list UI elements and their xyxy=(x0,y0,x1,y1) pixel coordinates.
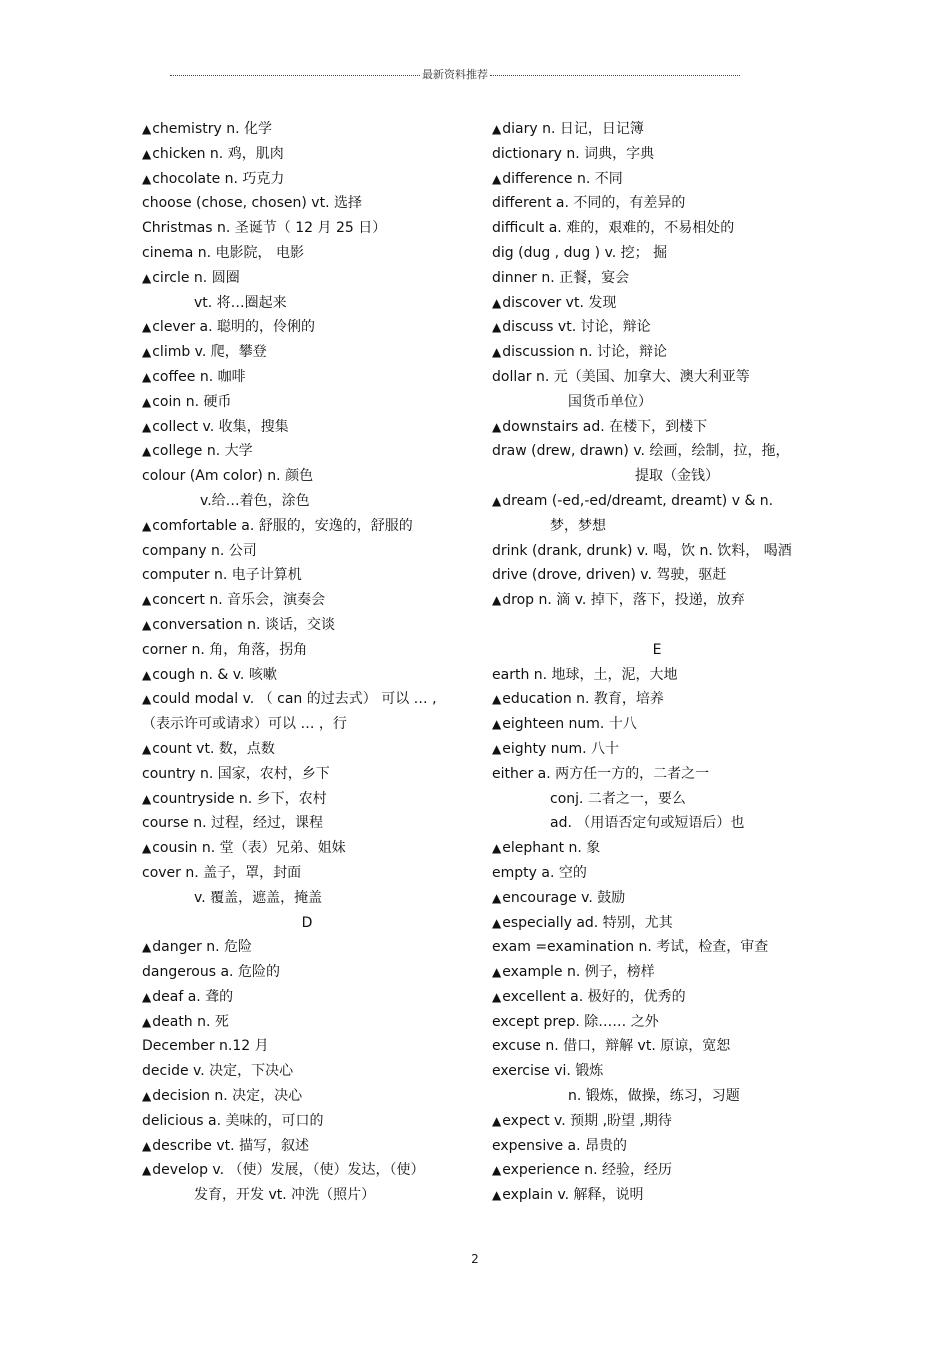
triangle-marker-icon: ▲ xyxy=(492,1113,502,1128)
vocab-entry xyxy=(142,291,472,316)
vocab-entry-text: collect v. 收集，搜集 xyxy=(152,418,289,435)
vocab-entry-text: 梦，梦想 xyxy=(550,517,606,534)
triangle-marker-icon: ▲ xyxy=(142,989,152,1004)
triangle-marker-icon: ▲ xyxy=(142,1138,152,1153)
blank-line xyxy=(492,613,822,638)
vocab-entry xyxy=(142,142,472,167)
vocab-entry xyxy=(492,1109,822,1134)
triangle-marker-icon: ▲ xyxy=(142,1089,152,1104)
vocab-entry xyxy=(492,117,822,142)
vocab-entry xyxy=(492,787,822,812)
vocab-entry-text: chicken n. 鸡，肌肉 xyxy=(152,145,284,162)
vocab-entry-text: excuse n. 借口，辩解 vt. 原谅，宽恕 xyxy=(492,1038,731,1055)
vocab-entry-text: expect v. 预期 ,盼望 ,期待 xyxy=(502,1112,672,1129)
vocab-entry-text: v.给…着色，涂色 xyxy=(200,492,310,509)
vocab-entry-text: circle n. 圆圈 xyxy=(152,269,240,286)
vocab-entry xyxy=(142,489,472,514)
vocab-entry-text: experience n. 经验，经历 xyxy=(502,1162,673,1179)
vocab-entry-text: decide v. 决定，下决心 xyxy=(142,1063,294,1080)
vocab-entry xyxy=(492,1059,822,1084)
vocab-entry xyxy=(492,1183,822,1208)
vocab-entry xyxy=(492,142,822,167)
vocab-entry xyxy=(492,911,822,936)
vocab-entry-text: explain v. 解释，说明 xyxy=(502,1187,644,1204)
triangle-marker-icon: ▲ xyxy=(492,965,502,980)
vocab-entry-text: deaf a. 聋的 xyxy=(152,988,234,1005)
vocab-entry xyxy=(142,588,472,613)
triangle-marker-icon: ▲ xyxy=(492,320,502,335)
triangle-marker-icon: ▲ xyxy=(142,1014,152,1029)
vocab-entry xyxy=(492,291,822,316)
triangle-marker-icon: ▲ xyxy=(142,122,152,136)
vocab-entry-text: conj. 二者之一，要么 xyxy=(550,790,686,807)
vocab-entry xyxy=(142,415,472,440)
vocab-entry xyxy=(142,365,472,390)
vocab-entry-text: dinner n. 正餐，宴会 xyxy=(492,269,630,286)
vocab-entry xyxy=(492,390,822,415)
vocab-entry xyxy=(142,390,472,415)
vocab-entry-text: climb v. 爬，攀登 xyxy=(152,344,267,361)
vocab-entry xyxy=(492,836,822,861)
vocab-entry xyxy=(492,762,822,787)
vocab-entry-text: delicious a. 美味的，可口的 xyxy=(142,1112,324,1129)
vocab-entry-text: 国货币单位） xyxy=(568,393,652,410)
triangle-marker-icon: ▲ xyxy=(142,270,152,285)
triangle-marker-icon: ▲ xyxy=(142,940,152,955)
vocab-entry-text: course n. 过程，经过，课程 xyxy=(142,815,324,832)
vocab-entry-text: either a. 两方任一方的，二者之一 xyxy=(492,765,710,782)
vocab-entry xyxy=(492,663,822,688)
section-letter-text: D xyxy=(301,914,313,931)
vocab-entry-text: cover n. 盖子，罩，封面 xyxy=(142,864,302,881)
vocab-entry xyxy=(492,514,822,539)
vocab-entry-text: clever a. 聪明的，伶俐的 xyxy=(152,319,316,336)
triangle-marker-icon: ▲ xyxy=(142,369,152,384)
triangle-marker-icon: ▲ xyxy=(142,146,152,161)
vocab-entry xyxy=(142,167,472,192)
vocab-entry xyxy=(492,588,822,613)
vocab-entry-text: dream (-ed,-ed/dreamt, dreamt) v & n. xyxy=(502,492,774,509)
triangle-marker-icon: ▲ xyxy=(492,989,502,1004)
vocab-entry xyxy=(492,464,822,489)
vocab-entry xyxy=(142,960,472,985)
vocab-entry xyxy=(142,663,472,688)
vocab-entry-text: describe vt. 描写，叙述 xyxy=(152,1137,309,1154)
vocab-entry-text: especially ad. 特别，尤其 xyxy=(502,914,673,931)
vocab-entry-text: cough n. & v. 咳嗽 xyxy=(152,666,277,683)
vocab-entry xyxy=(142,1010,472,1035)
vocab-entry xyxy=(492,712,822,737)
triangle-marker-icon: ▲ xyxy=(492,295,502,310)
vocab-entry-text: cinema n. 电影院， 电影 xyxy=(142,244,304,261)
triangle-marker-icon: ▲ xyxy=(142,419,152,434)
vocab-entry-text: draw (drew, drawn) v. 绘画，绘制，拉，拖， xyxy=(492,443,790,460)
header-dots-right xyxy=(490,75,740,76)
vocab-entry xyxy=(492,1158,822,1183)
vocab-entry-text: diary n. 日记，日记簿 xyxy=(502,121,644,137)
vocab-entry-text: eighty num. 八十 xyxy=(502,740,620,757)
vocab-entry xyxy=(142,861,472,886)
triangle-marker-icon: ▲ xyxy=(492,1163,502,1178)
vocab-entry-text: country n. 国家，农村，乡下 xyxy=(142,765,330,782)
vocab-entry xyxy=(142,985,472,1010)
vocab-entry xyxy=(142,886,472,911)
vocab-entry xyxy=(142,241,472,266)
triangle-marker-icon: ▲ xyxy=(142,667,152,682)
vocab-entry-text: ad. （用语否定句或短语后）也 xyxy=(550,815,745,832)
vocab-entry-text: discuss vt. 讨论，辩论 xyxy=(502,319,651,336)
vocab-entry xyxy=(142,315,472,340)
vocab-entry-text: drop n. 滴 v. 掉下，落下，投递，放弃 xyxy=(502,592,745,609)
vocab-entry xyxy=(142,464,472,489)
vocab-entry-text: company n. 公司 xyxy=(142,542,257,559)
vocab-entry-text: develop v. （使）发展，（使）发达，（使） xyxy=(152,1162,425,1179)
triangle-marker-icon: ▲ xyxy=(492,692,502,707)
vocab-entry-text: dictionary n. 词典，字典 xyxy=(492,145,655,162)
vocab-entry xyxy=(142,762,472,787)
triangle-marker-icon: ▲ xyxy=(142,841,152,856)
section-letter xyxy=(492,638,822,663)
vocab-entry xyxy=(492,687,822,712)
triangle-marker-icon: ▲ xyxy=(142,692,152,707)
vocab-entry-text: example n. 例子，榜样 xyxy=(502,964,655,981)
vocab-entry-text: education n. 教育，培养 xyxy=(502,691,664,708)
vocab-entry-text: chemistry n. 化学 xyxy=(152,121,272,137)
vocab-entry xyxy=(492,985,822,1010)
vocab-entry xyxy=(142,1084,472,1109)
triangle-marker-icon: ▲ xyxy=(142,593,152,608)
vocab-entry-text: difference n. 不同 xyxy=(502,170,623,187)
vocab-entry xyxy=(142,216,472,241)
vocab-entry xyxy=(492,167,822,192)
vocab-entry xyxy=(142,712,472,737)
vocab-entry-text: drive (drove, driven) v. 驾驶，驱赶 xyxy=(492,567,727,584)
vocab-entry-text: n. 锻炼，做操，练习，习题 xyxy=(568,1088,740,1105)
vocab-entry xyxy=(492,241,822,266)
vocab-entry-text: computer n. 电子计算机 xyxy=(142,567,302,584)
vocab-entry-text: December n.12 月 xyxy=(142,1038,269,1055)
vocab-entry-text: v. 覆盖，遮盖，掩盖 xyxy=(194,889,323,906)
vocab-entry-text: count vt. 数，点数 xyxy=(152,740,275,757)
vocab-entry xyxy=(492,365,822,390)
triangle-marker-icon: ▲ xyxy=(142,394,152,409)
vocab-entry-text: eighteen num. 十八 xyxy=(502,716,637,733)
triangle-marker-icon: ▲ xyxy=(492,419,502,434)
vocab-entry xyxy=(492,340,822,365)
vocab-entry xyxy=(142,935,472,960)
vocab-entry-text: coin n. 硬币 xyxy=(152,393,232,410)
section-letter xyxy=(142,911,472,936)
vocab-entry-text: dangerous a. 危险的 xyxy=(142,964,280,981)
vocab-entry xyxy=(142,340,472,365)
vocab-entry xyxy=(492,539,822,564)
vocab-entry xyxy=(492,1084,822,1109)
vocab-entry-text: discussion n. 讨论，辩论 xyxy=(502,344,668,361)
vocab-entry-text: college n. 大学 xyxy=(152,443,253,460)
triangle-marker-icon: ▲ xyxy=(142,1163,152,1178)
triangle-marker-icon: ▲ xyxy=(142,741,152,756)
vocab-entry xyxy=(142,1034,472,1059)
vocab-entry-text: cousin n. 堂（表）兄弟、姐妹 xyxy=(152,840,346,857)
vocab-entry xyxy=(142,563,472,588)
triangle-marker-icon: ▲ xyxy=(492,593,502,608)
vocab-entry-text: corner n. 角，角落，拐角 xyxy=(142,641,308,658)
vocab-entry-text: excellent a. 极好的，优秀的 xyxy=(502,988,686,1005)
vocab-entry xyxy=(142,613,472,638)
vocab-entry-text: expensive a. 昂贵的 xyxy=(492,1137,628,1154)
triangle-marker-icon: ▲ xyxy=(492,122,502,136)
header-title: 最新资料推荐 xyxy=(422,68,488,81)
vocab-entry-text: could modal v. （ can 的过去式） 可以 … , xyxy=(152,691,437,708)
vocab-entry-text: earth n. 地球，土，泥，大地 xyxy=(492,666,678,683)
vocab-entry xyxy=(142,1134,472,1159)
vocab-entry-text: dig (dug , dug ) v. 挖； 掘 xyxy=(492,244,668,261)
vocab-entry xyxy=(492,811,822,836)
triangle-marker-icon: ▲ xyxy=(492,841,502,856)
vocab-entry-text: difficult a. 难的，艰难的，不易相处的 xyxy=(492,220,735,237)
vocab-entry-text: coffee n. 咖啡 xyxy=(152,368,246,385)
vocab-entry xyxy=(492,861,822,886)
triangle-marker-icon: ▲ xyxy=(492,741,502,756)
vocab-entry-text: conversation n. 谈话，交谈 xyxy=(152,616,335,633)
vocab-entry xyxy=(142,836,472,861)
triangle-marker-icon: ▲ xyxy=(492,890,502,905)
vocab-entry xyxy=(492,489,822,514)
section-letter-text: E xyxy=(652,641,662,658)
vocab-entry xyxy=(142,638,472,663)
vocab-entry xyxy=(492,439,822,464)
vocab-entry-text: choose (chose, chosen) vt. 选择 xyxy=(142,195,362,212)
vocab-entry xyxy=(492,563,822,588)
vocab-entry-text: 发育，开发 vt. 冲洗（照片） xyxy=(194,1187,376,1204)
vocab-entry-text: drink (drank, drunk) v. 喝，饮 n. 饮料， 喝酒 xyxy=(492,542,792,559)
triangle-marker-icon: ▲ xyxy=(142,791,152,806)
vocab-entry xyxy=(142,539,472,564)
vocab-entry-text: concert n. 音乐会，演奏会 xyxy=(152,592,326,609)
vocab-entry xyxy=(492,1034,822,1059)
vocab-entry xyxy=(142,737,472,762)
vocab-entry-text: decision n. 决定，决心 xyxy=(152,1088,303,1105)
vocab-entry-text: discover vt. 发现 xyxy=(502,294,617,311)
vocab-entry xyxy=(142,787,472,812)
vocab-entry-text: death n. 死 xyxy=(152,1013,229,1030)
vocab-entry xyxy=(492,886,822,911)
triangle-marker-icon: ▲ xyxy=(492,915,502,930)
vocab-entry xyxy=(492,216,822,241)
vocab-entry-text: except prep. 除…… 之外 xyxy=(492,1013,659,1030)
vocab-entry xyxy=(492,935,822,960)
vocab-entry xyxy=(492,191,822,216)
vocab-entry xyxy=(142,1158,472,1183)
vocab-entry-text: dollar n. 元（美国、加拿大、澳大利亚等 xyxy=(492,368,750,385)
vocab-entry xyxy=(492,960,822,985)
vocab-entry-text: Christmas n. 圣诞节（ 12 月 25 日） xyxy=(142,220,387,237)
page-number: 2 xyxy=(471,1252,479,1266)
triangle-marker-icon: ▲ xyxy=(142,444,152,459)
vocab-entry xyxy=(492,415,822,440)
vocab-entry xyxy=(142,191,472,216)
vocab-entry-text: colour (Am color) n. 颜色 xyxy=(142,468,314,485)
vocab-entry xyxy=(142,117,472,142)
triangle-marker-icon: ▲ xyxy=(492,1188,502,1203)
triangle-marker-icon: ▲ xyxy=(492,345,502,360)
vocab-entry xyxy=(142,266,472,291)
header-dots-left xyxy=(170,75,420,76)
vocab-entry xyxy=(492,266,822,291)
vocab-entry xyxy=(492,315,822,340)
vocab-entry xyxy=(142,811,472,836)
page-header xyxy=(170,66,740,82)
right-column xyxy=(492,117,822,1208)
vocab-entry-text: encourage v. 鼓励 xyxy=(502,889,626,906)
vocab-entry-text: vt. 将…圈起来 xyxy=(194,294,287,311)
vocab-entry xyxy=(492,1134,822,1159)
vocab-entry xyxy=(142,439,472,464)
vocab-entry-text: exercise vi. 锻炼 xyxy=(492,1063,604,1080)
triangle-marker-icon: ▲ xyxy=(142,617,152,632)
vocab-entry-text: comfortable a. 舒服的，安逸的，舒服的 xyxy=(152,517,413,534)
vocab-entry xyxy=(142,1109,472,1134)
triangle-marker-icon: ▲ xyxy=(142,518,152,533)
triangle-marker-icon: ▲ xyxy=(142,320,152,335)
vocab-entry-text: 提取（金钱） xyxy=(635,468,719,485)
triangle-marker-icon: ▲ xyxy=(142,345,152,360)
vocab-entry xyxy=(142,1059,472,1084)
vocab-entry-text: （表示许可或请求）可以 … ，行 xyxy=(142,716,347,733)
vocab-entry xyxy=(142,687,472,712)
left-column xyxy=(142,117,472,1208)
vocab-entry-text: empty a. 空的 xyxy=(492,864,587,881)
triangle-marker-icon: ▲ xyxy=(492,171,502,186)
vocab-entry-text: elephant n. 象 xyxy=(502,840,601,857)
triangle-marker-icon: ▲ xyxy=(492,493,502,508)
triangle-marker-icon: ▲ xyxy=(492,717,502,732)
vocab-entry-text: downstairs ad. 在楼下，到楼下 xyxy=(502,418,708,435)
vocab-entry xyxy=(142,514,472,539)
vocab-entry xyxy=(492,1010,822,1035)
vocab-entry-text: exam =examination n. 考试，检查，审查 xyxy=(492,939,769,956)
vocab-entry-text: countryside n. 乡下，农村 xyxy=(152,790,327,807)
vocab-entry xyxy=(142,1183,472,1208)
vocab-entry-text: danger n. 危险 xyxy=(152,939,253,956)
vocab-entry xyxy=(492,737,822,762)
vocab-entry-text: chocolate n. 巧克力 xyxy=(152,170,285,187)
vocab-entry-text: different a. 不同的，有差异的 xyxy=(492,195,686,212)
triangle-marker-icon: ▲ xyxy=(142,171,152,186)
